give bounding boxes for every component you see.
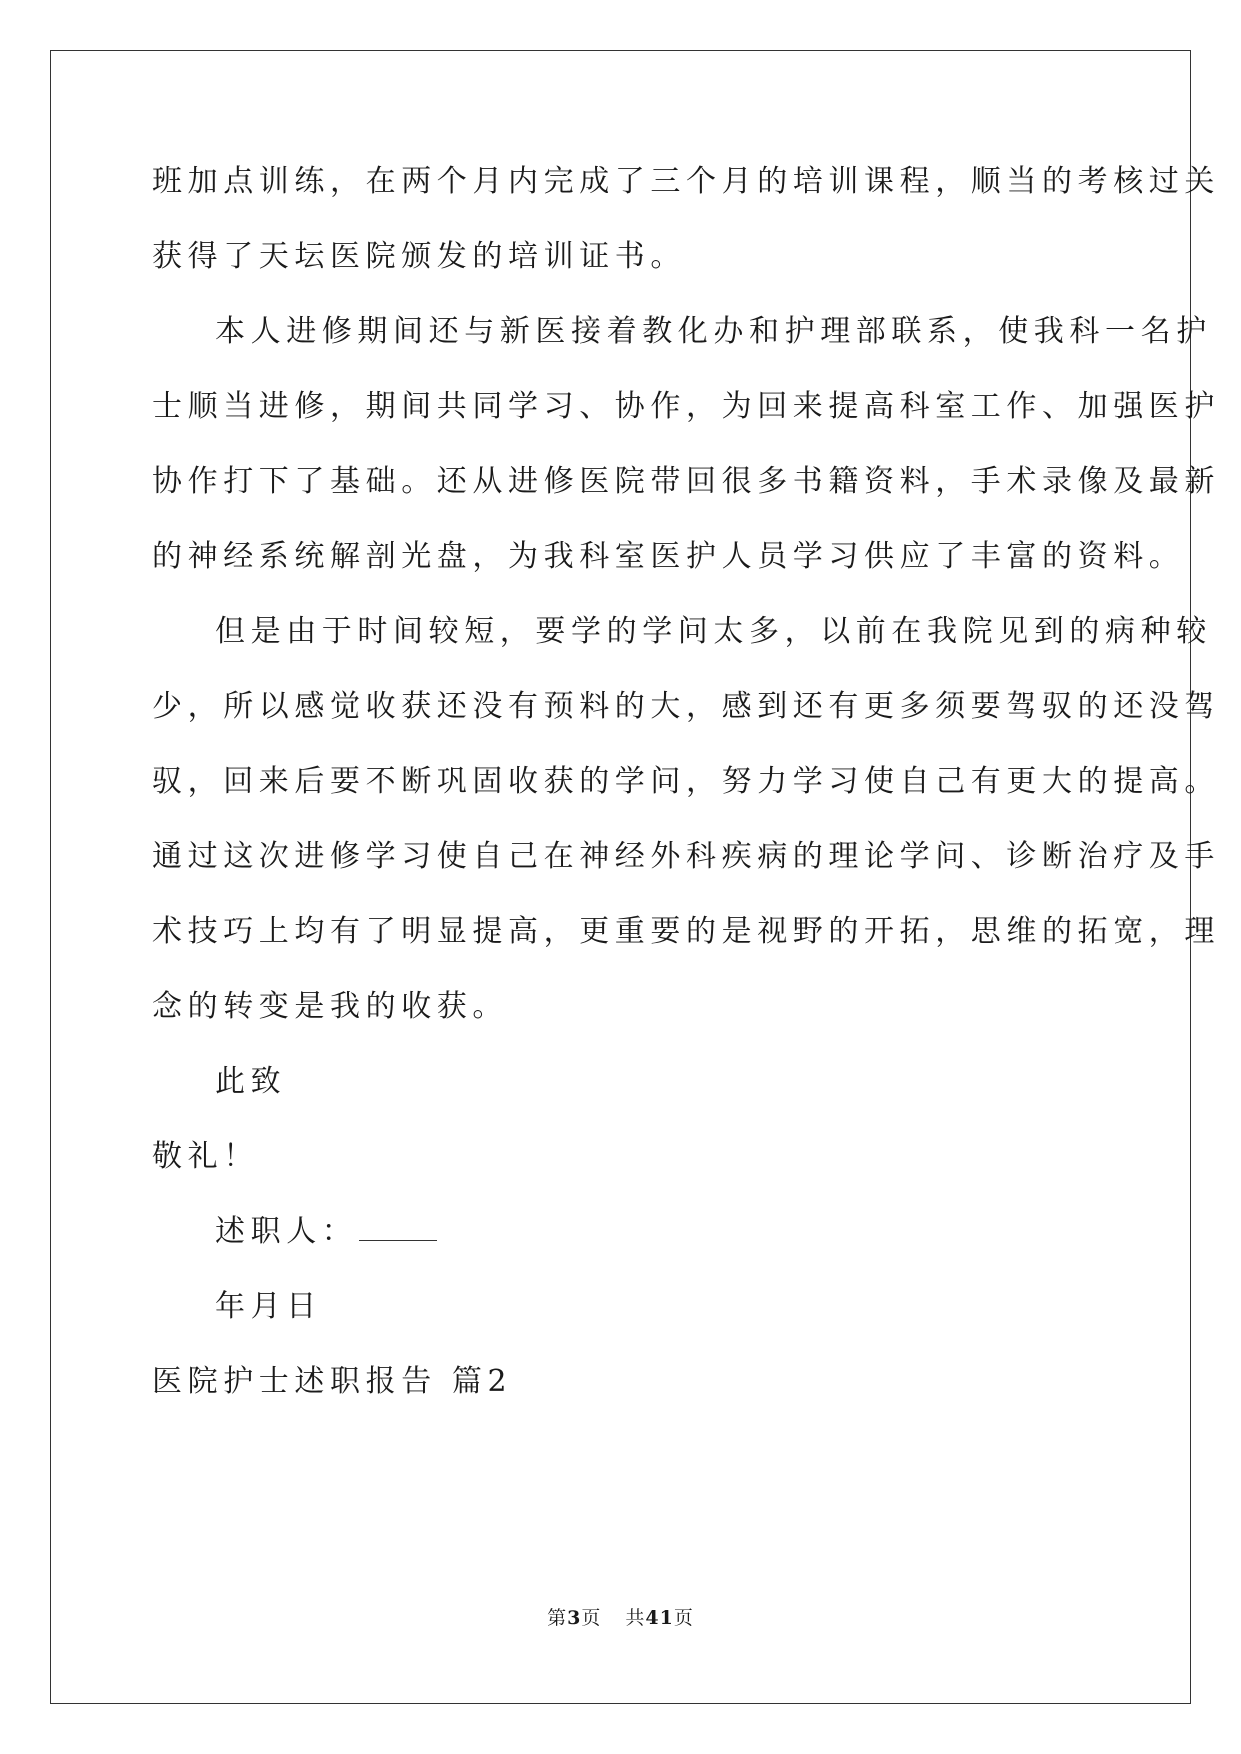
body-line: 驭，回来后要不断巩固收获的学问，努力学习使自己有更大的提高。 bbox=[152, 764, 1220, 799]
date-line: 年月日 bbox=[215, 1289, 322, 1324]
body-line: 术技巧上均有了明显提高，更重要的是视野的开拓，思维的拓宽，理 bbox=[152, 914, 1220, 949]
page-suffix: 页 bbox=[581, 1607, 602, 1629]
page-prefix: 第 bbox=[547, 1607, 568, 1629]
signature-label: 述职人： bbox=[215, 1214, 358, 1249]
body-line: 少，所以感觉收获还没有预料的大，感到还有更多须要驾驭的还没驾 bbox=[152, 689, 1220, 724]
paragraph-start-line: 本人进修期间还与新医接着教化办和护理部联系，使我科一名护 bbox=[215, 314, 1212, 349]
signature-line bbox=[152, 1212, 1092, 1252]
section-heading: 医院护士述职报告 篇2 bbox=[152, 1364, 513, 1399]
signature-blank bbox=[359, 1214, 437, 1241]
body-line: 通过这次进修学习使自己在神经外科疾病的理论学问、诊断治疗及手 bbox=[152, 839, 1220, 874]
body-line: 的神经系统解剖光盘，为我科室医护人员学习供应了丰富的资料。 bbox=[152, 539, 1185, 574]
paragraph-start-line: 但是由于时间较短，要学的学问太多，以前在我院见到的病种较 bbox=[215, 614, 1212, 649]
total-prefix: 共 bbox=[625, 1607, 646, 1629]
salutation-line: 此致 bbox=[215, 1064, 287, 1099]
greeting-line: 敬礼！ bbox=[152, 1139, 259, 1174]
page-footer bbox=[0, 1603, 1241, 1630]
total-suffix: 页 bbox=[673, 1607, 694, 1629]
body-line: 士顺当进修，期间共同学习、协作，为回来提高科室工作、加强医护 bbox=[152, 389, 1220, 424]
body-line: 念的转变是我的收获。 bbox=[152, 989, 508, 1024]
document-body bbox=[152, 162, 1220, 1437]
total-pages: 41 bbox=[645, 1607, 674, 1629]
page-number: 3 bbox=[567, 1607, 582, 1629]
body-line: 获得了天坛医院颁发的培训证书。 bbox=[152, 239, 686, 274]
body-line: 班加点训练，在两个月内完成了三个月的培训课程，顺当的考核过关 bbox=[152, 164, 1220, 199]
body-line: 协作打下了基础。还从进修医院带回很多书籍资料，手术录像及最新 bbox=[152, 464, 1220, 499]
